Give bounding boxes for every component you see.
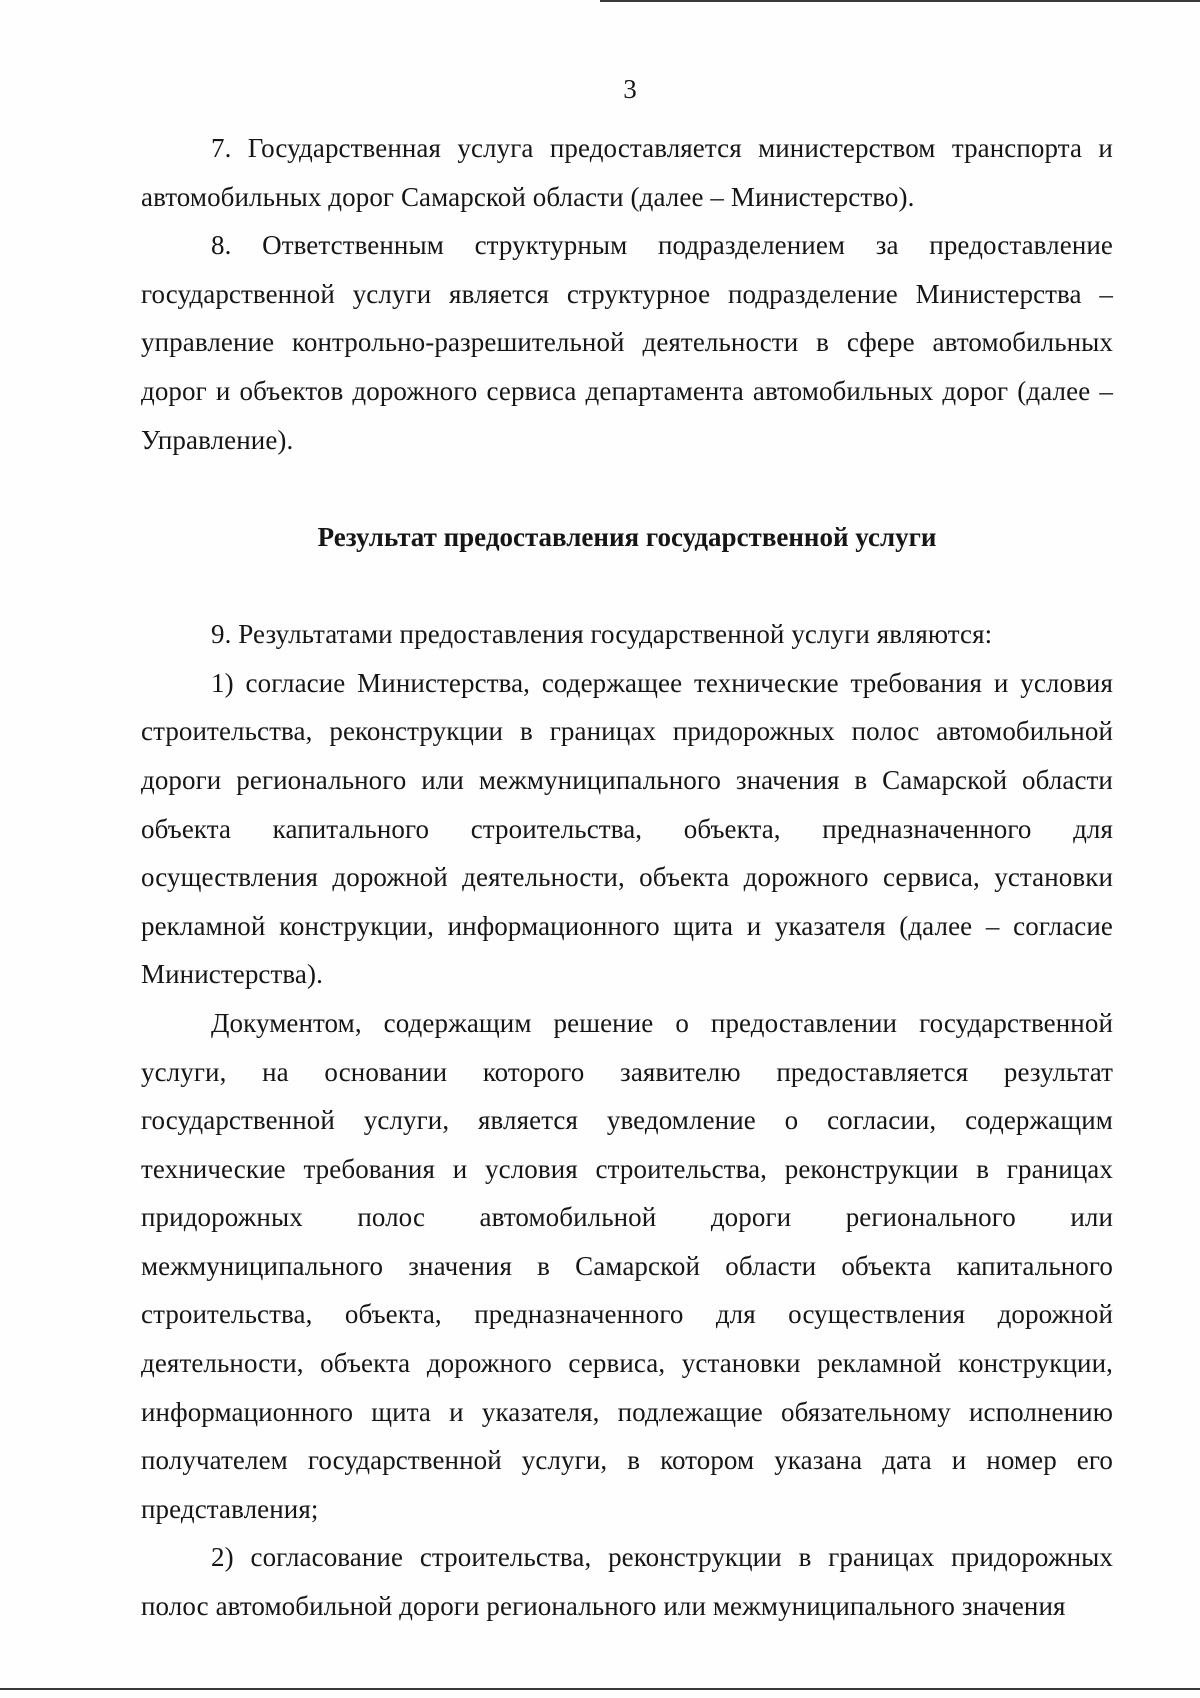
page-number: 3 bbox=[623, 74, 637, 104]
scan-edge-bottom bbox=[0, 1688, 1200, 1690]
list-item-2: 2) согласование строительства, реконструкции в границах придорожных полос автомобильной дороги регионального или межмуниципального значения bbox=[141, 1542, 1113, 1622]
paragraph-8: 8. Ответственным структурным подразделением за предоставление государственной услуги является структурное подразделение Министерства – управление контрольно-разрешительной деятельности в сфере автомобильных дорог и объектов дорожного сервиса департамента автомобильных дорог (далее – Управление). bbox=[141, 230, 1113, 455]
paragraph-document-decision: Документом, содержащим решение о предоставлении государственной услуги, на основании которого заявителю предоставляется результат государственной услуги, является уведомление о согласии, содержащим технические требования и условия строительства, реконструкции в границах придорожных полос автомобильной дороги регионального или межмуниципального значения в Самарской области объекта капитального строительства, объекта, предназначенного для осуществления дорожной деятельности, объекта дорожного сервиса, установки рекламной конструкции, информационного щита и указателя, подлежащие обязательному исполнению получателем государственной услуги, в котором указана дата и номер его представления; bbox=[141, 1007, 1113, 1524]
document-body bbox=[141, 124, 1113, 1631]
list-item-1: 1) согласие Министерства, содержащее технические требования и условия строительства, реконструкции в границах придорожных полос автомобильной дороги регионального или межмуниципального значения в Самарской области объекта капитального строительства, объекта, предназначенного для осуществления дорожной деятельности, объекта дорожного сервиса, установки рекламной конструкции, информационного щита и указателя (далее – согласие Министерства). bbox=[141, 667, 1113, 990]
paragraph-9: 9. Результатами предоставления государственной услуги являются: bbox=[211, 619, 993, 650]
section-heading: Результат предоставления государственной услуги bbox=[317, 522, 937, 553]
scan-edge-top bbox=[600, 0, 1200, 2]
paragraph-7: 7. Государственная услуга предоставляется министерством транспорта и автомобильных дорог Самарской области (далее – Министерство). bbox=[141, 133, 1113, 212]
